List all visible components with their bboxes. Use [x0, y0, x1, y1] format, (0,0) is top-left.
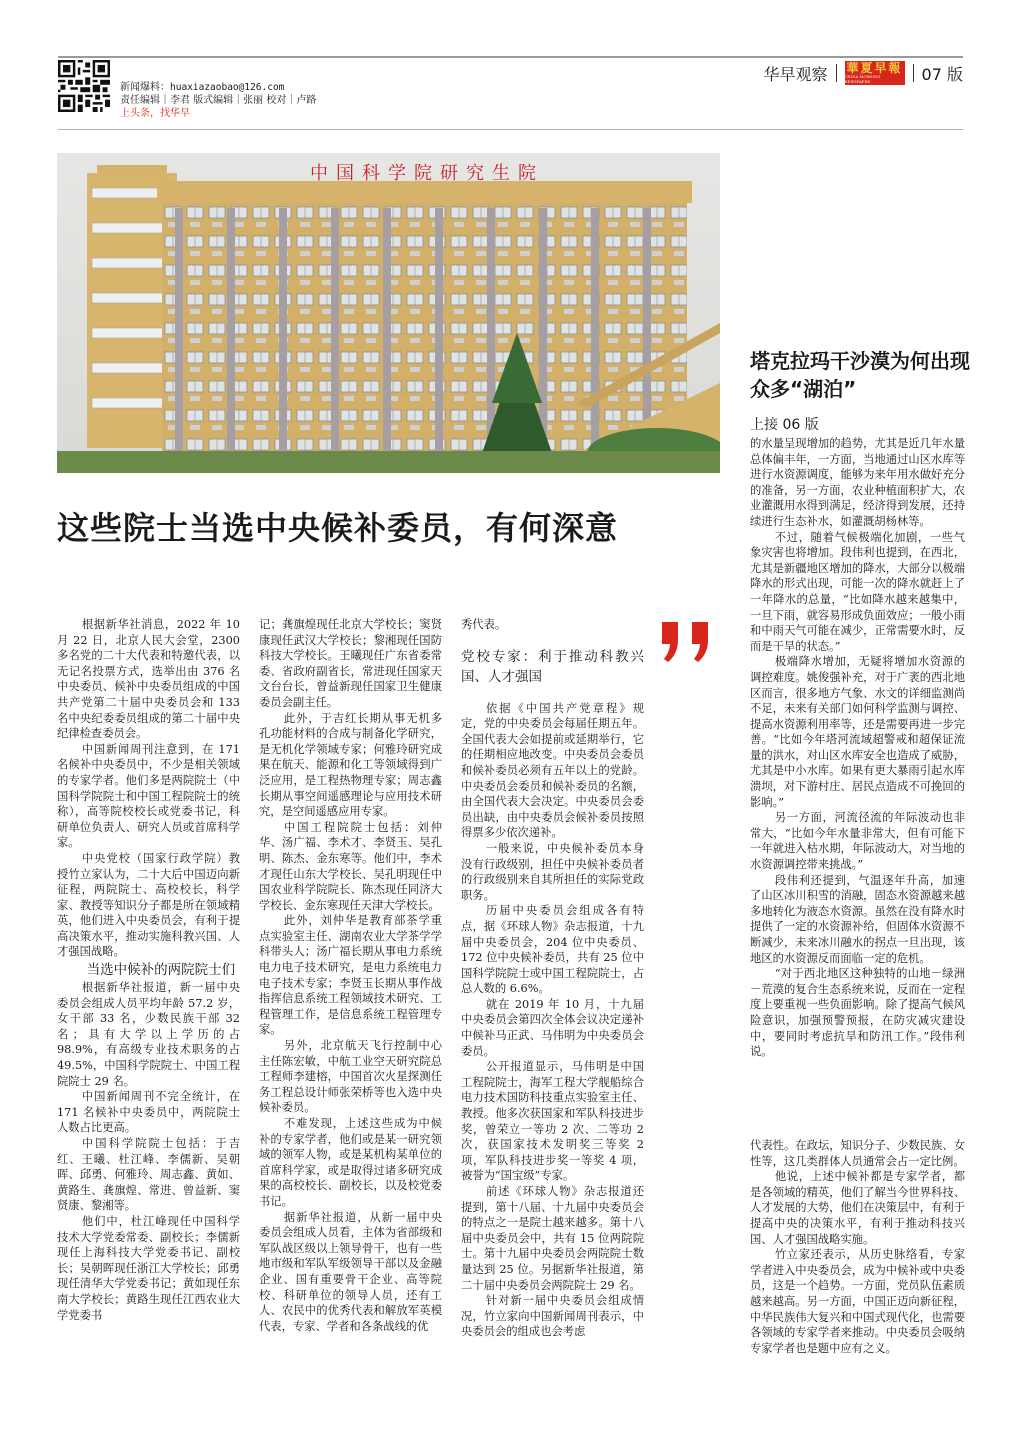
section-subheading: 当选中候补的两院院士们 [86, 962, 236, 979]
paragraph: 中国工程院院士包括：刘仲华、汤广福、李术才、李贤玉、吴孔明、陈杰、金东寒等。他们中，李术才现任山东大学校长、吴孔明现任中国农业科学院院长、陈杰现任同济大学校长、金东寒现任天津大学校长。 [259, 820, 442, 912]
qr-code-icon [58, 60, 110, 112]
article-column-3 [461, 617, 644, 1340]
paragraph: 他说，上述中候补都是专家学者，都是各领域的精英，他们了解当今世界科技、人才发展的大势，他们在决策层中，有利于提高中央的决策水平，有利于推动科技兴国、人才强国战略实施。 [750, 1170, 965, 1246]
paragraph: 另一方面，河流径流的年际波动也非常大，“比如今年水量非常大，但有可能下一年就进入枯水期，年际波动大，对当地的水资源调控带来挑战。” [750, 811, 965, 872]
paragraph: 依据《中国共产党章程》规定，党的中央委员会每届任期五年。全国代表大会如提前或延期举行，它的任期相应地改变。中央委员会委员和候补委员必须有五年以上的党龄。中央委员会委员和候补委员的名额，由全国代表大会决定。中央委员会委员出缺，由中央委员会候补委员按照得票多少依次递补。 [461, 701, 644, 840]
paragraph: 此外，于吉红长期从事无机多孔功能材料的合成与制备化学研究，是无机化学领域专家；何雅玲研究成果在航天、能源和化工等领域得到广泛应用，是工程热物理专家；周志鑫长期从事空间遥感理论与应用技术研究，是空间遥感应用专家。 [259, 711, 442, 819]
paragraph: 他们中，杜江峰现任中国科学技术大学党委常委、副校长；李儒新现任上海科技大学党委书记、副校长；吴朝晖现任浙江大学校长；邱勇现任清华大学党委书记；黄如现任东南大学校长；黄路生现任江西农业大学党委书 [57, 1214, 240, 1322]
newspaper-logo [845, 61, 905, 85]
article-column-1 [57, 617, 240, 1323]
header-info [120, 81, 316, 120]
side-article-body [750, 436, 965, 1060]
paragraph: 记；龚旗煌现任北京大学校长；窦贤康现任武汉大学校长；黎湘现任国防科技大学校长。王曦现任广东省委常委、省政府副省长，常进现任国家天文台台长，曾益新现任国家卫生健康委员会副主任。 [259, 618, 442, 709]
paragraph: 的水量呈现增加的趋势，尤其是近几年水量总体偏丰年，一方面，当地通过山区水库等进行水资源调度，能够为来年用水做好充分的准备，另一方面，农业种植面积扩大，农业灌溉用水得到满足，经济得到发展，还持续进行生态补水，如灌溉胡杨林等。 [750, 437, 965, 528]
paragraph: 中国新闻周刊不完全统计，在 171 名候补中央委员中，两院院士人数占比更高。 [57, 1090, 240, 1135]
paragraph: 一般来说，中央候补委员本身没有行政级别，担任中央候补委员者的行政级别来自其所担任的实际党政职务。 [461, 841, 644, 902]
paragraph: 竹立家还表示，从历史脉络看，专家学者进入中央委员会，成为中候补或中央委员，这是一个趋势。一方面，党员队伍素质越来越高。另一方面，中国正迈向新征程，中华民族伟大复兴和中国式现代化，也需要各领域的专家学者来推动。中央委员会吸纳专家学者也是题中应有之义。 [750, 1248, 965, 1355]
paragraph: 极端降水增加，无疑将增加水资源的调控难度。姚俊强补充，对于广袤的西北地区而言，很多地方气象、水文的详细监测尚不足，未来有关部门如何科学监测与调控、提高水资源利用率等，还是需要再进一步完善。“比如今年塔河流域超警戒和超保证流量的洪水，对山区水库安全也造成了威胁，尤其是中小水库。如果有更大暴雨引起水库溃坝，对下游村庄、居民点造成不可挽回的影响。” [750, 655, 965, 809]
divider [836, 64, 837, 82]
paragraph: 不难发现，上述这些成为中候补的专家学者，他们或是某一研究领域的领军人物，或是某机构某单位的首席科学家，或是取得过诸多研究成果的高校校长、副校长，以及校党委书记。 [259, 1117, 442, 1208]
paragraph: 中国科学院院士包括：于吉红、王曦、杜江峰、李儒新、吴朝晖、邱勇、何雅玲、周志鑫、黄如、黄路生、龚旗煌、常进、曾益新、窦贤康、黎湘等。 [57, 1137, 240, 1213]
tip-line [120, 81, 316, 94]
paragraph: 不过，随着气候极端化加剧，一些气象灾害也将增加。段伟利也提到，在西北，尤其是新疆地区增加的降水，大部分以极端降水的形式出现，可能一次的降水就赶上了一年降水的总量，“比如降水越来越集中，一旦下雨，就容易形成负面效应；一般小雨和中雨天气可能在减少，正常需要水时，反而是干旱的状态。” [750, 530, 965, 653]
section-name: 华早观察 [763, 64, 828, 84]
divider [913, 64, 914, 82]
side-article-title: 塔克拉玛干沙漠为何出现众多“湖泊” [750, 349, 970, 401]
paragraph: 中央党校（国家行政学院）教授竹立家认为，二十大后中国迈向新征程，两院院士、高校校长，科学家、教授等知识分子都是所在领域精英，他们进入中央委员会，有利于提高决策水平，推动实施科教兴国、人才强国战略。 [57, 851, 240, 959]
paragraph: 中国新闻周刊注意到，在 171 名候补中央委员中，不少是相关领域的专家学者。他们多是两院院士（中国科学院院士和中国工程院院士的统称），高等院校校长或党委书记，科研单位负责人、研究人员或首席科学家。 [57, 742, 240, 850]
staff-line: 责任编辑｜李君 版式编辑｜张丽 校对｜卢路 [120, 95, 317, 106]
roof-sign: 中国科学院研究生院 [310, 163, 544, 184]
paragraph: 另外，北京航天飞行控制中心主任陈宏敏，中航工业空天研究院总工程师李建榕，中国首次火星探测任务工程总设计师张荣桥等也入选中央候补委员。 [259, 1039, 442, 1115]
article-column-2 [259, 617, 442, 1334]
logo-text: 華夏早報 [846, 61, 903, 75]
section-subheading: 党校专家：利于推动科教兴国、人才强国 [461, 648, 644, 685]
quote-mark-icon [658, 618, 718, 664]
paragraph: 代表性。在政坛，知识分子、少数民族、女性等，这几类群体人员通常会占一定比例。 [750, 1139, 965, 1168]
paragraph: 此外，刘仲华是教育部茶学重点实验室主任、湖南农业大学茶学学科带头人；汤广福长期从事电力系统电力电子技术研究，是电力系统电力电子技术专家；李贤玉长期从事作战指挥信息系统工程领域技术研究、工程管理工作，是信息系统工程管理专家。 [259, 914, 442, 1037]
logo-subtext: CHINA MORNING NEWSPAPER [844, 75, 881, 84]
paragraph: 段伟利还提到，气温逐年升高，加速了山区冰川积雪的消融，固态水资源越来越多地转化为液态水资源。虽然在没有降水时提供了一定的水资源补给，但固体水资源不断减少，未来冰川融水的拐点一旦出现，该地区的水资源反而面临一定的危机。 [750, 873, 965, 965]
paragraph: 就在 2019 年 10 月，十九届中央委员会第四次全体会议决定递补中候补马正武、马伟明为中央委员会委员。 [461, 997, 644, 1058]
header-bottom-rule [58, 129, 963, 130]
paragraph: 前述《环球人物》杂志报道还提到，第十八届、十九届中央委员会的特点之一是院士越来越多。第十八届中央委员会中，共有 15 位两院院士。第十九届中央委员会两院院士数量达到 25 位。另据新华社报道，第二十届中央委员会两院院士 29 名。 [461, 1185, 644, 1292]
paragraph: 公开报道显示，马伟明是中国工程院院士，海军工程大学舰船综合电力技术国防科技重点实验室主任、教授。他多次获国家和军队科技进步奖，曾荣立一等功 2 次、二等功 2 次，获国家技术发明奖三等奖 2 项，军队科技进步奖一等奖 4 项，被誉为“国宝级”专家。 [461, 1060, 644, 1183]
building-illustration [57, 153, 720, 473]
header-top-rule [58, 56, 963, 58]
continued-from: 上接 06 版 [750, 417, 819, 433]
slogan: 上头条，找华早 [120, 108, 190, 119]
article-column-4 [750, 1138, 965, 1356]
paragraph: “对于西北地区这种独特的山地－绿洲－荒漠的复合生态系统来说，反而在一定程度上要重视一些负面影响。除了提高气候风险意识，加强预警预报，在防灾减灾建设中，要同时考虑抗旱和防汛工作。”段伟利说。 [750, 967, 965, 1059]
masthead-right [764, 62, 963, 84]
paragraph: 秀代表。 [461, 618, 507, 631]
tip-email[interactable]: huaxiazaobao@126.com [170, 82, 285, 93]
main-headline: 这些院士当选中央候补委员，有何深意 [57, 509, 619, 547]
paragraph: 据新华社报道，从新一届中央委员会组成人员看，主体为省部级和军队战区级以上领导骨干，也有一些地市级和军队军级领导干部以及金融企业、国有重要骨干企业、高等院校、科研单位的领导人员，还有工人、农民中的优秀代表和解放军英模代表，专家、学者和各条战线的优 [259, 1210, 442, 1333]
paragraph: 针对新一届中央委员会组成情况，竹立家向中国新闻周刊表示，中央委员会的组成也会考虑 [461, 1294, 644, 1339]
paragraph: 根据新华社报道，新一届中央委员会组成人员平均年龄 57.2 岁，女干部 33 名，少数民族干部 32 名；具有大学以上学历的占 98.9%，有高级专业技术职务的占 49.5%，中国科学院院士、中国工程院院士 29 名。 [57, 981, 240, 1088]
paragraph: 根据新华社消息，2022 年 10 月 22 日，北京人民大会堂，2300 多名党的二十大代表和特邀代表，以无记名投票方式，选举出由 376 名中央委员、候补中央委员组成的中国共产党第二十届中央委员会和 133 名中央纪委委员组成的第二十届中央纪律检查委员会。 [57, 618, 240, 741]
paragraph: 历届中央委员会组成各有特点，据《环球人物》杂志报道，十九届中央委员会，204 位中央委员、172 位中央候补委员，共有 25 位中国科学院院士或中国工程院院士，占总人数的 6.6%。 [461, 904, 644, 996]
tip-label: 新闻爆料： [120, 82, 170, 93]
building-photo [57, 153, 720, 473]
page-number: 07 版 [921, 64, 963, 84]
